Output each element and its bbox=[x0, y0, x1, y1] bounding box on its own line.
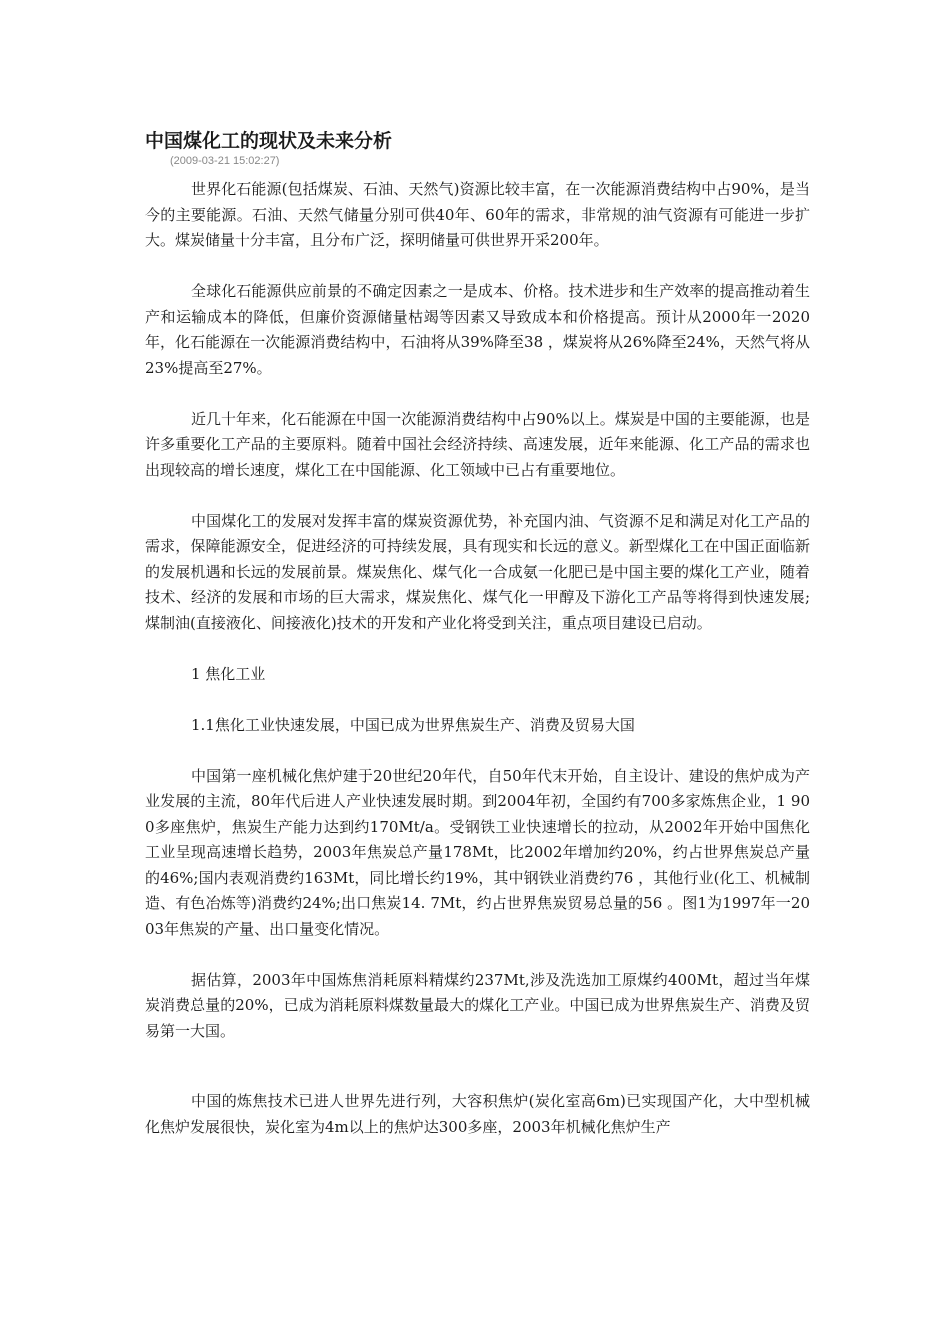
paragraph-coking-estimate: 据估算，2003年中国炼焦消耗原料精煤约237Mt,涉及洗选加工原煤约400Mt，超过当年煤炭消费总量的20%，已成为消耗原料煤数量最大的煤化工产业。中国已成为世界焦炭生产、消费及贸易第一大国。 bbox=[145, 970, 810, 1040]
paragraph-coal-chemical-development: 中国煤化工的发展对发挥丰富的煤炭资源优势，补充国内油、气资源不足和满足对化工产品的需求，保障能源安全，促进经济的可持续发展，具有现实和长远的意义。新型煤化工在中国正面临新的发展机遇和长远的发展前景。煤炭焦化、煤气化一合成氨一化肥已是中国主要的煤化工产业，随着技术、经济的发展和市场的巨大需求，煤炭焦化、煤气化一甲醇及下游化工产品等将得到快速发展;煤制油(直接液化、间接液化)技术的开发和产业化将受到关注，重点项目建设已启动。 bbox=[145, 511, 810, 632]
paragraph-uncertainty: 全球化石能源供应前景的不确定因素之一是成本、价格。技术进步和生产效率的提高推动着生产和运输成本的降低，但廉价资源储量枯竭等因素又导致成本和价格提高。预计从2000年一2020年，化石能源在一次能源消费结构中，石油将从39%降至38 ，煤炭将从26%降至24%，天然气将从23%提高至27%。 bbox=[145, 282, 810, 377]
section-heading-coking: 1 焦化工业 bbox=[191, 664, 266, 683]
article-title: 中国煤化工的现状及未来分析 bbox=[145, 130, 393, 152]
article-body bbox=[145, 177, 810, 1166]
article-date: (2009-03-21 15:02:27) bbox=[170, 155, 280, 167]
paragraph-fossil-energy: 世界化石能源(包括煤炭、石油、天然气)资源比较丰富，在一次能源消费结构中占90%，是当今的主要能源。石油、天然气储量分别可供40年、60年的需求，非常规的油气资源有可能进一步扩大。煤炭储量十分丰富，且分布广泛，探明储量可供世界开采200年。 bbox=[145, 180, 810, 249]
paragraph-coking-technology: 中国的炼焦技术已进人世界先进行列，大容积焦炉(炭化室高6m)已实现国产化，大中型机械化焦炉发展很快，炭化室为4m以上的焦炉达300多座，2003年机械化焦炉生产 bbox=[145, 1092, 810, 1136]
paragraph-china-energy: 近几十年来，化石能源在中国一次能源消费结构中占90%以上。煤炭是中国的主要能源，也是许多重要化工产品的主要原料。随着中国社会经济持续、高速发展，近年来能源、化工产品的需求也出现较高的增长速度，煤化工在中国能源、化工领域中已占有重要地位。 bbox=[145, 409, 810, 479]
paragraph-coking-history: 中国第一座机械化焦炉建于20世纪20年代，自50年代末开始，自主设计、建设的焦炉成为产业发展的主流，80年代后进人产业快速发展时期。到2004年初，全国约有700多家炼焦企业，1 900多座焦炉，焦炭生产能力达到约170Mt/a。受钢铁工业快速增长的拉动，从2002年开始中国焦化工业呈现高速增长趋势，2003年焦炭总产量178Mt，比2002年增加约20%，约占世界焦炭总产量的46%;国内表观消费约163Mt，同比增长约19%，其中钢铁业消费约76 ，其他行业(化工、机械制造、有色冶炼等)消费约24%;出口焦炭14. 7Mt，约占世界焦炭贸易总量的56 。图1为1997年一2003年焦炭的产量、出口量变化情况。 bbox=[145, 766, 810, 938]
subsection-heading-coking-growth: 1.1焦化工业快速发展，中国已成为世界焦炭生产、消费及贸易大国 bbox=[191, 715, 635, 734]
